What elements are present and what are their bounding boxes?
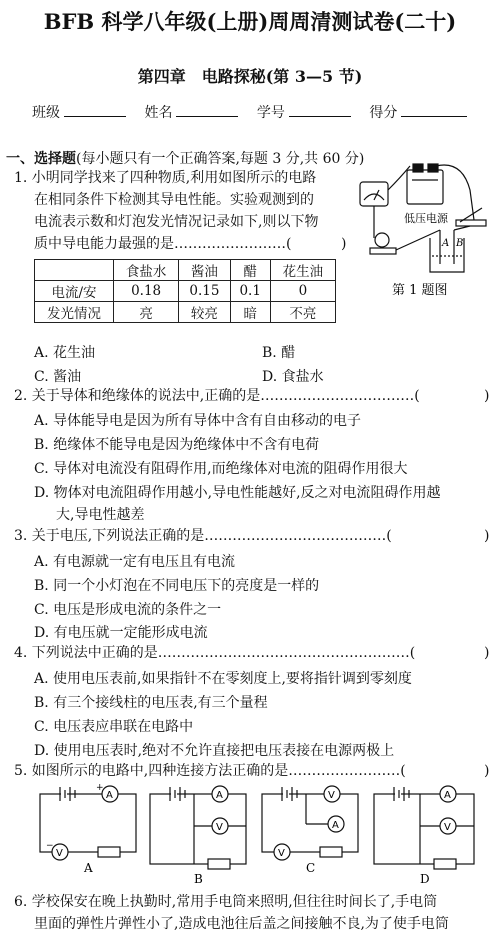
meter-a-label: A xyxy=(444,790,451,801)
q1-line-4: 质中导电能力最强的是……………………( xyxy=(34,236,292,252)
table-cell: 暗 xyxy=(230,302,270,323)
q6-line-2: 里面的弹性片弹性小了,造成电池往后盖之间接触不良,为了使手电筒 xyxy=(34,916,449,932)
q1-line-1: 1. 小明同学找来了四种物质,利用如图所示的电路 xyxy=(14,170,317,186)
meter-a-label: A xyxy=(216,790,223,801)
field-class-blank[interactable] xyxy=(64,104,126,117)
q4-option-c[interactable]: C. 电压表应串联在电路中 xyxy=(34,719,194,735)
circuit-label-b: B xyxy=(194,872,203,886)
lamp-icon xyxy=(375,233,389,247)
fig1-label-b: B xyxy=(456,238,464,249)
q4-option-b[interactable]: B. 有三个接线柱的电压表,有三个量程 xyxy=(34,695,268,711)
q3-option-b[interactable]: B. 同一个小灯泡在不同电压下的亮度是一样的 xyxy=(34,578,320,594)
q3-option-c[interactable]: C. 电压是形成电流的条件之一 xyxy=(34,602,222,618)
table-cell: 花生油 xyxy=(270,260,335,281)
q2-option-a[interactable]: A. 导体能导电是因为所有导体中含有自由移动的电子 xyxy=(34,413,362,429)
fig1-power-label: 低压电源 xyxy=(404,212,448,225)
meter-v-label: V xyxy=(328,790,335,801)
table-cell xyxy=(35,260,114,281)
q1-option-c[interactable]: C. 酱油 xyxy=(34,369,82,385)
resistor-icon xyxy=(208,859,230,869)
field-id-blank[interactable] xyxy=(289,104,351,117)
resistor-icon xyxy=(434,859,456,869)
field-score-blank[interactable] xyxy=(401,104,467,117)
circuit-label-c: C xyxy=(306,861,316,875)
plus-sign: + xyxy=(96,783,104,793)
q5-circuit-a xyxy=(34,784,142,874)
q3-stem: 3. 关于电压,下列说法正确的是…………………………………( xyxy=(14,528,392,544)
field-class-label: 班级 xyxy=(32,105,60,121)
meter-v-label: V xyxy=(278,848,285,859)
table-cell: 不亮 xyxy=(270,302,335,323)
q4-option-d[interactable]: D. 使用电压表时,绝对不允许直接把电压表接在电源两极上 xyxy=(34,743,395,759)
q2-option-d-cont: 大,导电性越差 xyxy=(56,507,145,523)
q2-option-d[interactable]: D. 物体对电流阻碍作用越小,导电性能越好,反之对电流阻碍作用越 xyxy=(34,485,441,501)
table-cell: 0 xyxy=(270,281,335,302)
q1-option-a[interactable]: A. 花生油 xyxy=(34,345,96,361)
table-cell: 0.1 xyxy=(230,281,270,302)
table-cell: 较亮 xyxy=(179,302,230,323)
table-cell: 电流/安 xyxy=(35,281,114,302)
q6-line-1: 6. 学校保安在晚上执勤时,常用手电筒来照明,但往往时间长了,手电筒 xyxy=(14,894,438,910)
meter-v-label: V xyxy=(444,822,451,833)
meter-a-label: A xyxy=(332,820,339,831)
q4-stem: 4. 下列说法中正确的是………………………………………………( xyxy=(14,645,416,661)
table-row xyxy=(35,302,336,323)
meter-a-label: A xyxy=(106,790,113,801)
student-info-line xyxy=(32,102,467,122)
minus-sign: − xyxy=(46,841,54,851)
fig1-label-a: A xyxy=(442,238,450,249)
q5-close-paren: ) xyxy=(484,763,490,779)
field-name-blank[interactable] xyxy=(176,104,238,117)
q2-option-b[interactable]: B. 绝缘体不能导电是因为绝缘体中不含有电荷 xyxy=(34,437,320,453)
table-cell: 0.18 xyxy=(114,281,179,302)
circuit-label-a: A xyxy=(84,861,93,875)
q4-option-a[interactable]: A. 使用电压表前,如果指针不在零刻度上,要将指针调到零刻度 xyxy=(34,671,412,687)
q1-option-b[interactable]: B. 醋 xyxy=(262,345,296,361)
table-cell: 发光情况 xyxy=(35,302,114,323)
field-name-label: 姓名 xyxy=(144,105,173,121)
power-supply-icon xyxy=(407,170,443,204)
table-cell: 亮 xyxy=(114,302,179,323)
fig1-caption: 第 1 题图 xyxy=(392,283,448,298)
q5-stem: 5. 如图所示的电路中,四种连接方法正确的是……………………( xyxy=(14,763,406,779)
table-cell: 醋 xyxy=(230,260,270,281)
q5-circuit-c xyxy=(256,784,364,874)
q1-data-table xyxy=(34,259,336,323)
q1-option-d[interactable]: D. 食盐水 xyxy=(262,369,324,385)
meter-v-label: V xyxy=(216,822,223,833)
q1-line-2: 在相同条件下检测其导电性能。实验观测到的 xyxy=(34,192,314,208)
field-id-label: 学号 xyxy=(256,105,285,121)
section-note: (每小题只有一个正确答案,每题 3 分,共 60 分) xyxy=(76,151,365,167)
q2-stem: 2. 关于导体和绝缘体的说法中,正确的是……………………………( xyxy=(14,388,420,404)
q4-close-paren: ) xyxy=(484,645,490,661)
resistor-icon xyxy=(98,847,120,857)
q3-close-paren: ) xyxy=(484,528,490,544)
q3-option-d[interactable]: D. 有电压就一定能形成电流 xyxy=(34,625,208,641)
resistor-icon xyxy=(320,847,342,857)
table-row xyxy=(35,260,336,281)
table-cell: 食盐水 xyxy=(114,260,179,281)
table-row xyxy=(35,281,336,302)
q5-circuit-b xyxy=(144,784,252,886)
section-heading xyxy=(6,148,364,168)
q1-line-3: 电流表示数和灯泡发光情况记录如下,则以下物 xyxy=(34,214,319,230)
q1-close-paren: ) xyxy=(341,236,347,252)
q2-option-c[interactable]: C. 导体对电流没有阻碍作用,而绝缘体对电流的阻碍作用很大 xyxy=(34,461,408,477)
table-cell: 0.15 xyxy=(179,281,230,302)
table-cell: 酱油 xyxy=(179,260,230,281)
section-label: 一、选择题 xyxy=(6,151,76,167)
meter-v-label: V xyxy=(56,848,63,859)
circuit-label-d: D xyxy=(420,872,430,886)
q5-circuit-d xyxy=(368,784,484,886)
q2-close-paren: ) xyxy=(484,388,490,404)
field-score-label: 得分 xyxy=(369,105,398,121)
chapter-subtitle: 第四章 电路探秘(第 3—5 节) xyxy=(137,67,363,86)
q3-option-a[interactable]: A. 有电源就一定有电压且有电流 xyxy=(34,554,236,570)
q1-circuit-figure xyxy=(352,160,492,310)
page-title: BFB 科学八年级(上册)周周清测试卷(二十) xyxy=(43,9,457,34)
